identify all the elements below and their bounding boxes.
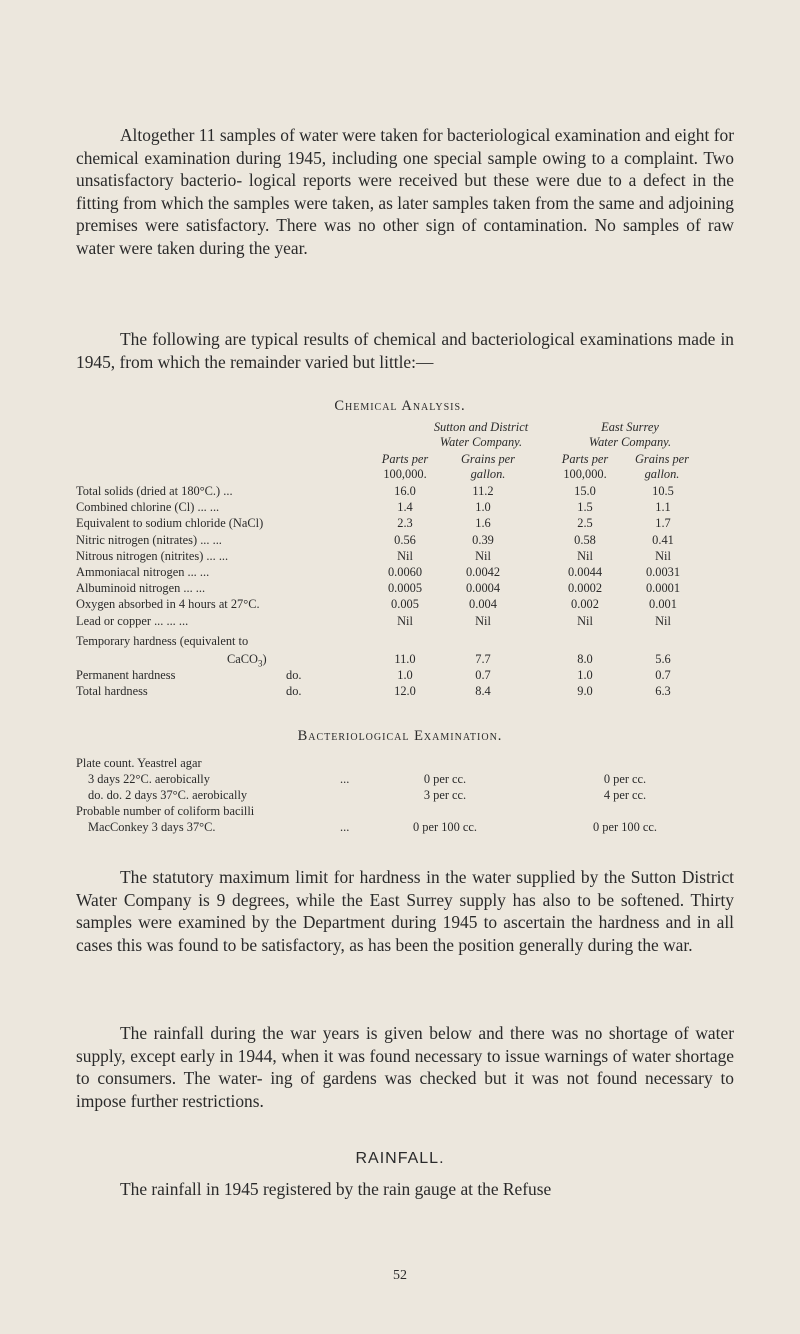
- bact-row3-v1: 0 per 100 cc.: [413, 820, 477, 834]
- temp-hardness-v3: 8.0: [577, 652, 593, 666]
- paragraph-rainfall-1945-text: The rainfall in 1945 registered by the rain gauge at the Refuse: [120, 1179, 552, 1199]
- temp-hardness-v1: 11.0: [394, 652, 416, 666]
- chem-row-label: Total solids (dried at 180°C.) ...: [76, 484, 233, 498]
- chem-row-value: 0.39: [472, 532, 494, 547]
- chem-row-value: 0.41: [652, 532, 674, 547]
- chem-row-value: Nil: [475, 613, 491, 628]
- chem-row-value: 1.4: [397, 500, 413, 515]
- paragraph-rainfall-war: [76, 1022, 734, 1112]
- unit-grains-base: gallon.: [644, 467, 680, 481]
- paragraph-following: [76, 328, 734, 373]
- company1-name: Sutton and District: [433, 420, 529, 434]
- chem-row-value: 0.0001: [645, 581, 681, 596]
- caco3-subscript: 3: [257, 658, 263, 669]
- company1-suffix: Water Company.: [439, 435, 523, 449]
- bact-row1-dots: ...: [340, 772, 350, 786]
- unit-parts-base: 100,000.: [383, 467, 427, 481]
- paragraph-rainfall-1945: [76, 1178, 734, 1201]
- chem-row-value: 0.58: [574, 532, 596, 547]
- coliform-label: Probable number of coliform bacilli: [76, 804, 255, 818]
- chem-row-value: 15.0: [574, 484, 596, 498]
- unit-parts-col3: [550, 452, 620, 482]
- chem-row-value: 1.1: [655, 500, 671, 515]
- chem-row-value: 10.5: [652, 484, 674, 498]
- chem-row-value: 1.7: [655, 516, 671, 531]
- perm-hardness-v1: 1.0: [397, 668, 413, 682]
- chem-row-value: 0.002: [571, 597, 599, 612]
- unit-parts-label: Parts per: [561, 452, 609, 466]
- page-number: 52: [393, 1268, 407, 1283]
- chem-row-label: Oxygen absorbed in 4 hours at 27°C.: [76, 597, 260, 612]
- rainfall-heading: RAINFALL.: [355, 1150, 445, 1167]
- caco3-text: CaCO: [227, 652, 258, 666]
- chem-row-value: 0.56: [394, 532, 416, 547]
- total-hardness-v4: 6.3: [655, 684, 671, 698]
- unit-parts-col1: [370, 452, 440, 482]
- chem-row-value: Nil: [397, 613, 413, 628]
- paragraph-samples: [76, 124, 734, 260]
- bact-row2-v2: 4 per cc.: [603, 788, 647, 802]
- chem-row-label: Albuminoid nitrogen ... ...: [76, 581, 206, 596]
- chem-row-value: Nil: [655, 548, 671, 563]
- unit-parts-label: Parts per: [381, 452, 429, 466]
- perm-hardness-label: Permanent hardness: [76, 668, 176, 682]
- chem-row-value: Nil: [577, 548, 593, 563]
- paragraph-following-text: The following are typical results of chemical and bacteriological examinations made in 1945, from which the remainder varied but little:—: [76, 329, 734, 372]
- total-hardness-v3: 9.0: [577, 684, 593, 698]
- perm-hardness-v2: 0.7: [475, 668, 491, 682]
- unit-grains-col4: [622, 452, 702, 482]
- chem-row-value: 1.0: [475, 500, 491, 515]
- chem-row-value: 16.0: [394, 484, 416, 498]
- temp-hardness-caco3: [227, 652, 267, 668]
- perm-hardness-v3: 1.0: [577, 668, 593, 682]
- chem-row-label: Equivalent to sodium chloride (NaCl): [76, 516, 264, 531]
- chem-row-value: Nil: [577, 613, 593, 628]
- bact-row3-dots: ...: [340, 820, 350, 834]
- unit-grains-label: Grains per: [460, 452, 516, 466]
- chem-row-value: 0.001: [649, 597, 677, 612]
- caco3-close: ): [262, 652, 267, 666]
- chem-row-value: 1.6: [475, 516, 491, 531]
- paragraph-samples-text: Altogether 11 samples of water were taken for bacteriological examination and eight for chemical examination during 1945, including one special sample owing to a complaint. Two unsatisfactory bacterio- logical reports were received but these were due to a defect in the fitting from which the samples were taken, as later samples taken from the same and adjoining premises were satisfactory. There was no other sign of contamination. No samples of raw water were taken during the year.: [76, 125, 734, 258]
- bact-row2-v1: 3 per cc.: [423, 788, 467, 802]
- chem-row-value: Nil: [655, 613, 671, 628]
- company2-name: East Surrey: [601, 420, 659, 434]
- total-hardness-v1: 12.0: [394, 684, 416, 698]
- paragraph-hardness-text: The statutory maximum limit for hardness in the water supplied by the Sutton District Water Company is 9 degrees, while the East Surrey supply has also to be softened. Thirty samples were examined by the Department during 1945 to ascertain the hardness and in all cases this was found to be satisfactory, as has been the position generally during the war.: [76, 867, 734, 955]
- chem-row-value: 0.0031: [645, 565, 681, 579]
- bact-row1-label: 3 days 22°C. aerobically: [88, 772, 210, 786]
- chem-row-value: Nil: [475, 548, 491, 563]
- total-hardness-do: do.: [286, 684, 302, 698]
- perm-hardness-v4: 0.7: [655, 668, 671, 682]
- chem-row-label: Ammoniacal nitrogen ... ...: [76, 565, 210, 579]
- chem-row-value: 2.5: [577, 516, 593, 531]
- total-hardness-label: Total hardness: [76, 684, 148, 698]
- chem-row-value: 0.0044: [567, 565, 603, 579]
- temp-hardness-v4: 5.6: [655, 652, 671, 666]
- unit-grains-base: gallon.: [470, 467, 506, 481]
- chem-row-value: Nil: [397, 548, 413, 563]
- bact-row3-v2: 0 per 100 cc.: [593, 820, 657, 834]
- temp-hardness-v2: 7.7: [475, 652, 491, 666]
- bact-row1-v1: 0 per cc.: [423, 772, 467, 786]
- unit-grains-label: Grains per: [634, 452, 690, 466]
- chem-row-value: 1.5: [577, 500, 593, 515]
- unit-parts-base: 100,000.: [563, 467, 607, 481]
- perm-hardness-do: do.: [286, 668, 302, 682]
- company2-suffix: Water Company.: [588, 435, 672, 449]
- bacteriological-heading: Bacteriological Examination.: [297, 728, 503, 744]
- unit-grains-col2: [448, 452, 528, 482]
- chem-row-value: 0.0042: [465, 565, 501, 579]
- chem-row-value: 0.0005: [387, 581, 423, 596]
- bact-row3-label: MacConkey 3 days 37°C.: [88, 820, 216, 834]
- chem-row-value: 0.0002: [567, 581, 603, 596]
- chem-row-value: 0.004: [469, 597, 497, 612]
- chem-row-label: Nitric nitrogen (nitrates) ... ...: [76, 532, 222, 547]
- paragraph-rainfall-war-text: The rainfall during the war years is given below and there was no shortage of water supply, except early in 1944, when it was found necessary to issue warnings of water shortage to consumers. The water- ing of gardens was checked but it was not found necessary to impose further restrictions.: [76, 1023, 734, 1111]
- chemical-analysis-heading: Chemical Analysis.: [334, 398, 466, 414]
- plate-count-label: Plate count. Yeastrel agar: [76, 756, 202, 770]
- total-hardness-v2: 8.4: [475, 684, 491, 698]
- company2-header: [540, 420, 720, 450]
- paragraph-hardness: [76, 866, 734, 956]
- chem-row-value: 0.0060: [387, 565, 423, 579]
- chem-row-label: Nitrous nitrogen (nitrites) ... ...: [76, 548, 229, 563]
- chem-row-label: Combined chlorine (Cl) ... ...: [76, 500, 220, 515]
- temp-hardness-label: Temporary hardness (equivalent to: [76, 634, 249, 648]
- chem-row-value: 2.3: [397, 516, 413, 531]
- chem-row-value: 0.0004: [465, 581, 501, 596]
- bact-row1-v2: 0 per cc.: [603, 772, 647, 786]
- chem-row-value: 0.005: [391, 597, 419, 612]
- chem-row-value: 11.2: [472, 484, 494, 498]
- bact-row2-label: do. do. 2 days 37°C. aerobically: [88, 788, 248, 802]
- chem-row-label: Lead or copper ... ... ...: [76, 613, 189, 628]
